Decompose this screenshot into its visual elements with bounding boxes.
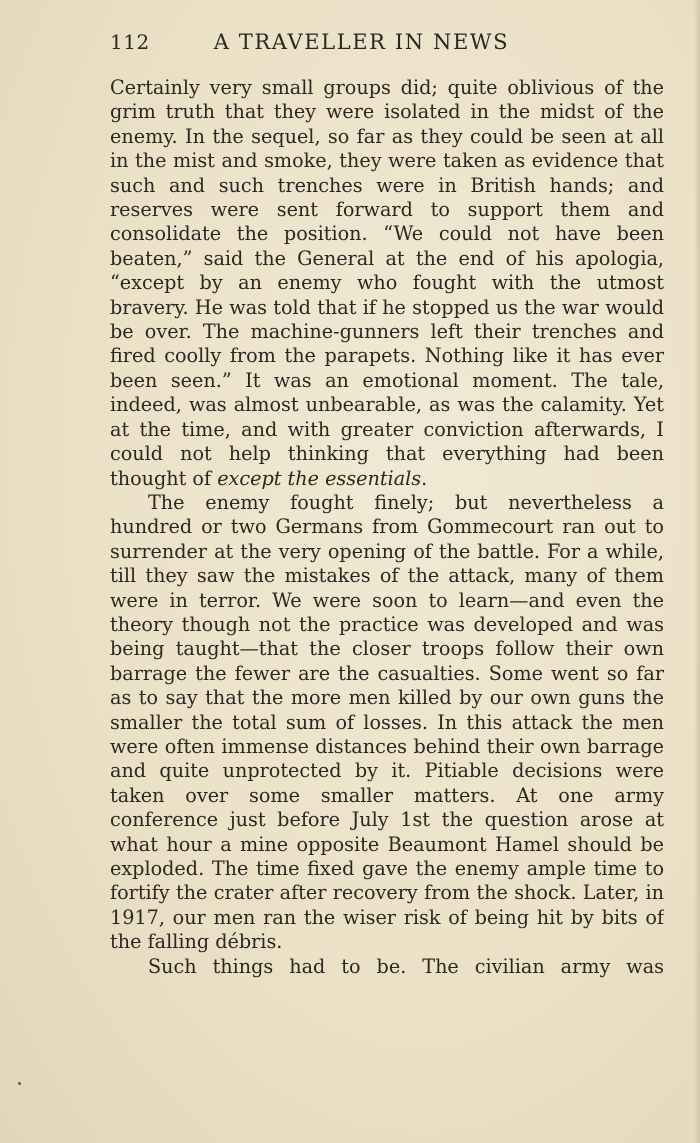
- page-number: 112: [110, 30, 150, 54]
- running-title: A TRAVELLER IN NEWS: [213, 30, 510, 54]
- paragraph-1: [110, 76, 664, 491]
- body-text: [110, 76, 664, 1040]
- paragraph-1-text: Certainly very small groups did; quite oblivious of the grim truth that they were isolated in the midst of the enemy. In the sequel, so far as they could be seen at all in the mist and smoke, they were taken as evidence that such and such trenches were in British hands; and reserves were sent forward to support them and consolidate the position. “We could not have been beaten,” said the General at the end of his apologia, “except by an enemy who fought with the utmost bravery. He was told that if he stopped us the war would be over. The machine-gunners left their trenches and fired coolly from the parapets. Nothing like it has ever been seen.” It was an emotional moment. The tale, indeed, was almost unbearable, as was the calamity. Yet at the time, and with greater conviction afterwards, I could not help thinking that everything had been thought of: [110, 76, 664, 490]
- paragraph-3: Such things had to be. The civilian army was: [148, 954, 664, 978]
- page-edge-shadow: [694, 0, 700, 1143]
- paragraph-2: The enemy fought finely; but nevertheless a hundred or two Germans from Gommecourt ran out to surrender at the very opening of the battle. For a while, till they saw the mistakes of the attack, many of them were in terror. We were soon to learn—and even the theory though not the practice was developed and was being taught—that the closer troops follow their own barrage the fewer are the casualties. Some went so far as to say that the more men killed by our own guns the smaller the total sum of losses. In this attack the men were often immense distances behind their own barrage and quite unprotected by it. Pitiable decisions were taken over some smaller matters. At one army conference just before July 1st the question arose at what hour a mine opposite Beaumont Hamel should be exploded. The time fixed gave the enemy ample time to fortify the crater after recovery from the shock. Later, in 1917, our men ran the wiser risk of being hit by bits of the falling débris.: [110, 490, 664, 954]
- running-head: [110, 30, 570, 64]
- paper-speck: [18, 1082, 21, 1085]
- paragraph-1-emphasis: except the essentials: [217, 466, 422, 490]
- paragraph-1-end: .: [421, 466, 428, 490]
